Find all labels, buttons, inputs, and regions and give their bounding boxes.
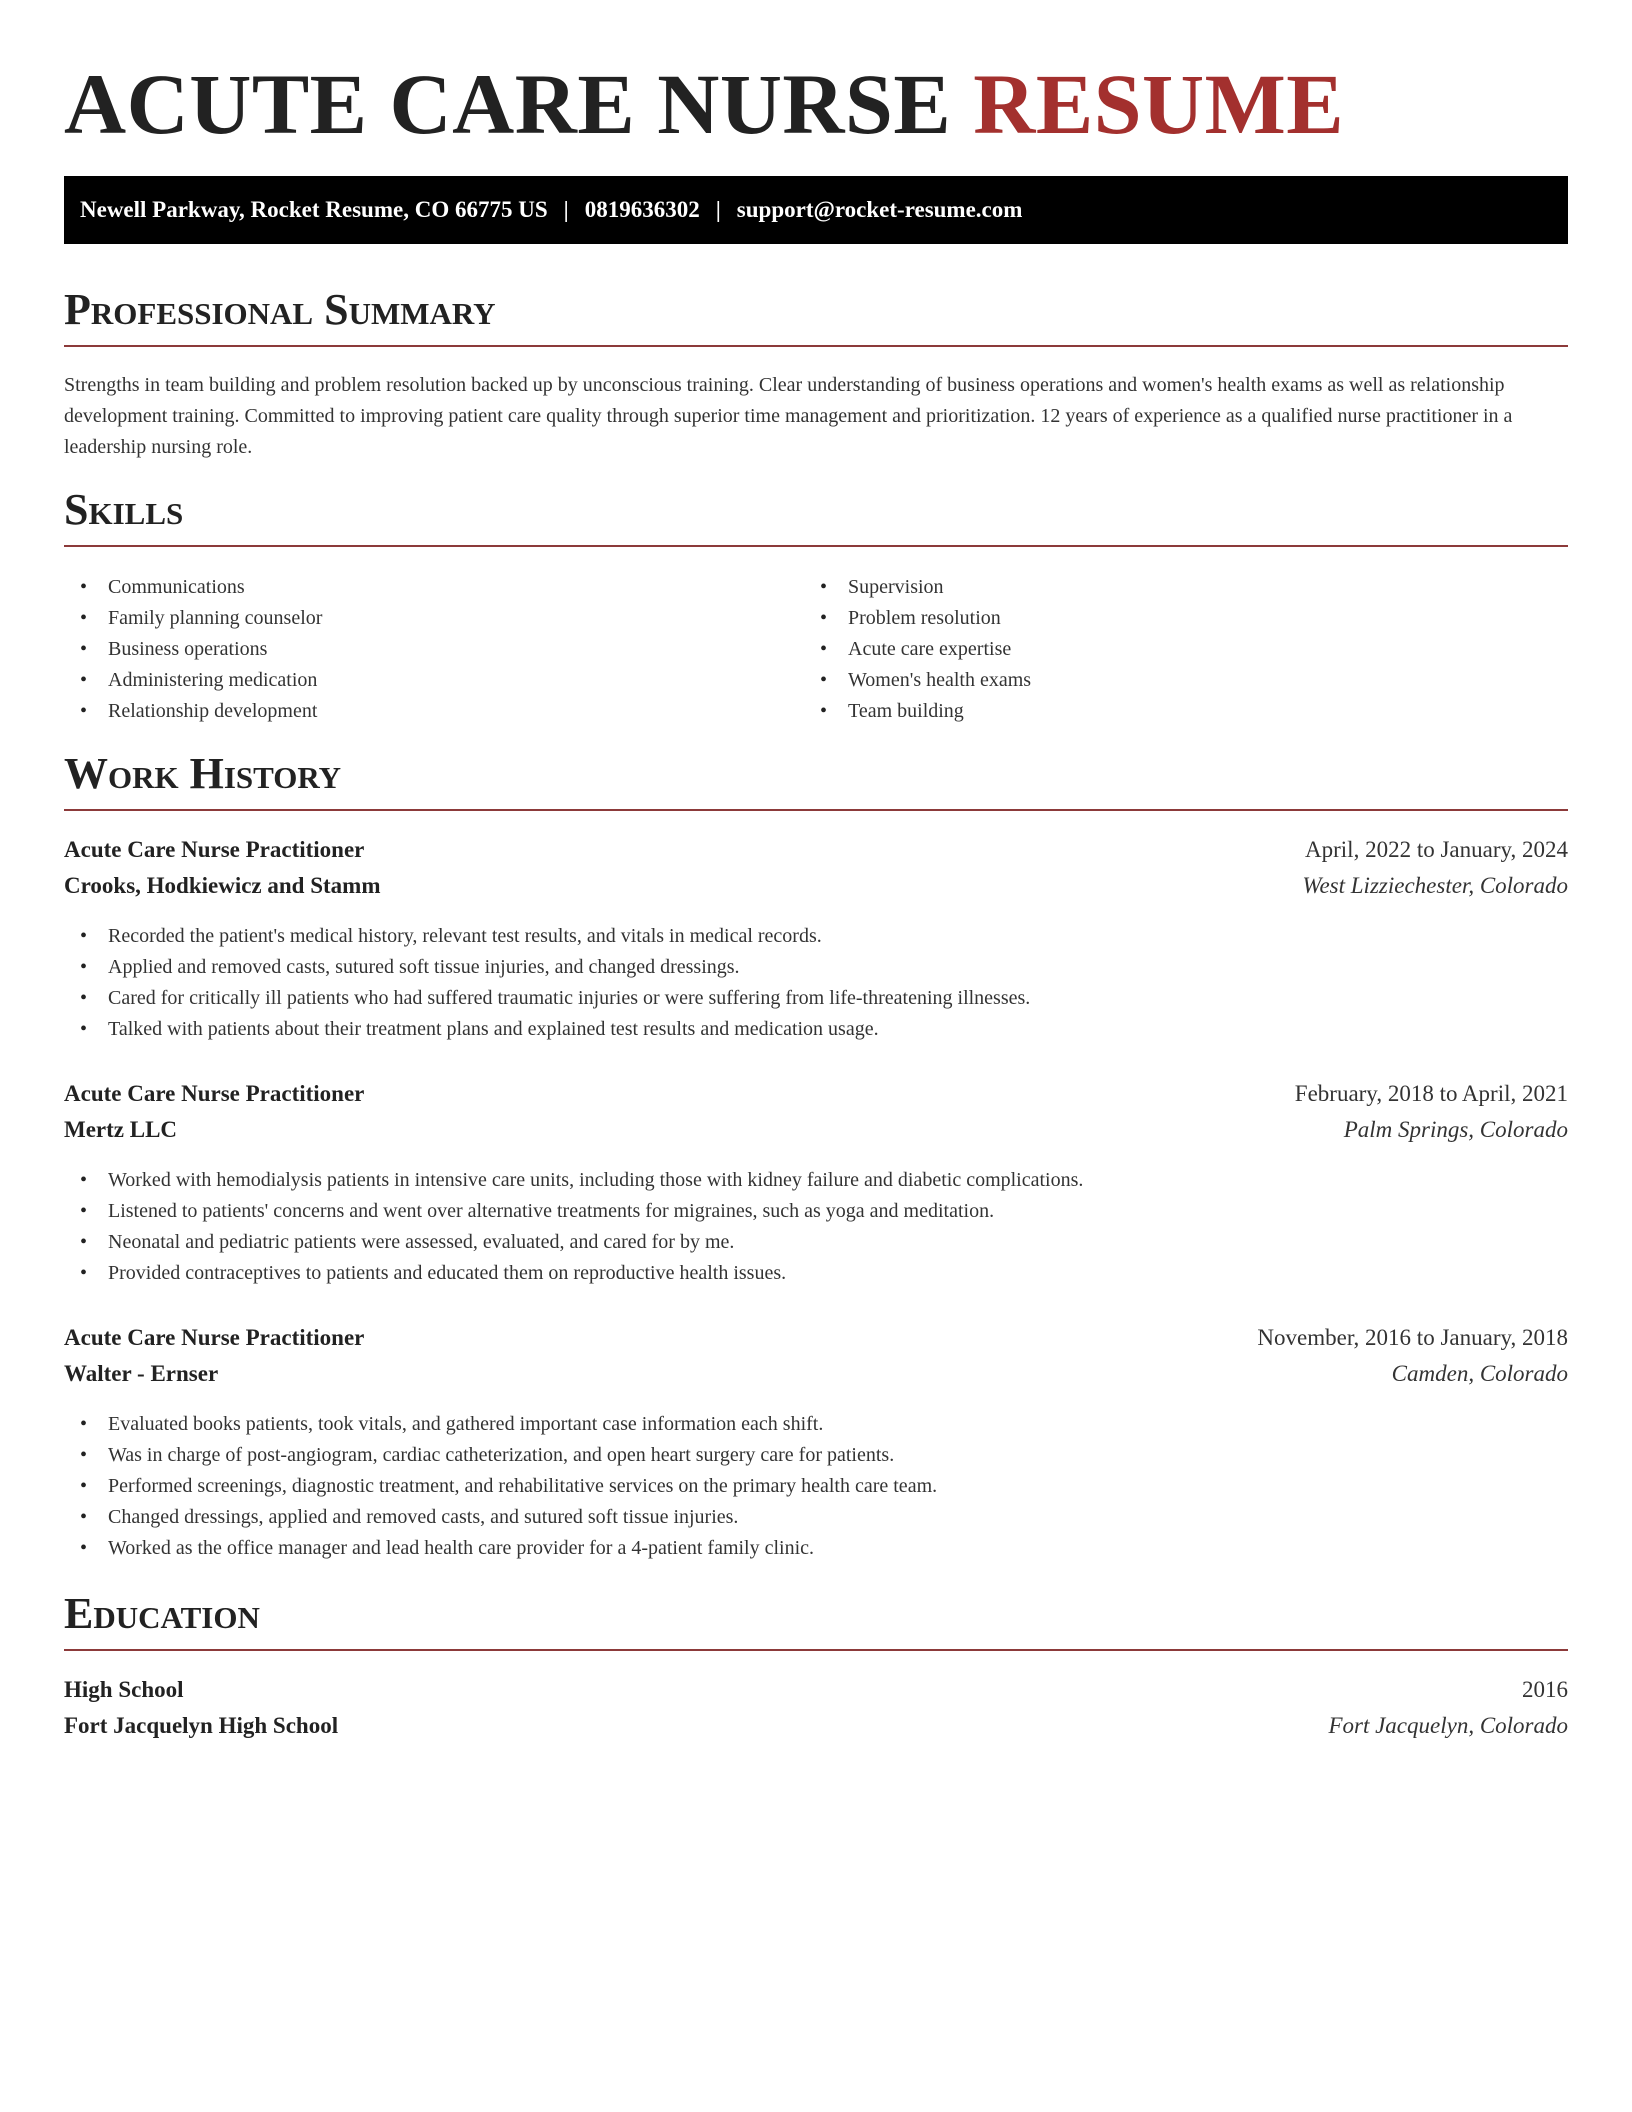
job-company: Walter - Ernser	[64, 1361, 219, 1386]
duty-item: • Evaluated books patients, took vitals, and gathered important case information each shift.	[64, 1409, 1568, 1440]
skill-item: • Acute care expertise	[804, 634, 1031, 665]
duty-item: • Cared for critically ill patients who had suffered traumatic injuries or were suffering from life-threatening illnesses.	[64, 983, 1568, 1014]
job-company: Crooks, Hodkiewicz and Stamm	[64, 873, 381, 898]
job-company-row	[64, 1361, 1568, 1397]
skills-heading: Skills	[64, 485, 1568, 547]
skill-item: • Family planning counselor	[64, 603, 322, 634]
job-duties	[64, 1165, 1568, 1289]
education-location: Fort Jacquelyn, Colorado	[1328, 1713, 1568, 1738]
title-main: ACUTE CARE NURSE	[64, 56, 952, 152]
duty-item: • Neonatal and pediatric patients were assessed, evaluated, and cared for by me.	[64, 1227, 1568, 1258]
skills-list-left	[64, 572, 322, 727]
skill-item: • Business operations	[64, 634, 322, 665]
skill-item: • Administering medication	[64, 665, 322, 696]
job-company-row	[64, 1117, 1568, 1153]
education-degree: High School	[64, 1677, 184, 1702]
duty-item: • Talked with patients about their treatment plans and explained test results and medication usage.	[64, 1014, 1568, 1045]
duty-item: • Listened to patients' concerns and went over alternative treatments for migraines, such as yoga and meditation.	[64, 1196, 1568, 1227]
skill-item: • Relationship development	[64, 696, 322, 727]
summary-heading: Professional Summary	[64, 285, 1568, 347]
job-title-row	[64, 837, 1568, 873]
skill-item: • Women's health exams	[804, 665, 1031, 696]
job-location: Camden, Colorado	[1391, 1361, 1568, 1386]
education-heading: Education	[64, 1589, 1568, 1651]
contact-bar	[64, 176, 1568, 244]
work-history-heading: Work History	[64, 749, 1568, 811]
education-degree-row	[64, 1677, 1568, 1713]
title-accent: RESUME	[973, 56, 1345, 152]
duty-item: • Performed screenings, diagnostic treatment, and rehabilitative services on the primary health care team.	[64, 1471, 1568, 1502]
skills-list-right	[804, 572, 1031, 727]
education-year: 2016	[1522, 1677, 1568, 1702]
summary-text: Strengths in team building and problem resolution backed up by unconscious training. Clear understanding of business operations and women's health exams as well as relationship development training. Committed to improving patient care quality through superior time management and prioritization. 12 years of experience as a qualified nurse practitioner in a leadership nursing role.	[64, 374, 1513, 458]
job-location: Palm Springs, Colorado	[1343, 1117, 1568, 1142]
skill-item: • Problem resolution	[804, 603, 1031, 634]
contact-email[interactable]: support@rocket-resume.com	[736, 197, 1023, 222]
resume-title	[64, 56, 1344, 152]
contact-separator: |	[563, 197, 569, 222]
job-location: West Lizziechester, Colorado	[1302, 873, 1568, 898]
job-company-row	[64, 873, 1568, 909]
duty-item: • Applied and removed casts, sutured soft tissue injuries, and changed dressings.	[64, 952, 1568, 983]
duty-item: • Recorded the patient's medical history, relevant test results, and vitals in medical records.	[64, 921, 1568, 952]
education-entry	[64, 1677, 1568, 1749]
job-title: Acute Care Nurse Practitioner	[64, 1081, 365, 1106]
contact-address: Newell Parkway, Rocket Resume, CO 66775 US	[80, 197, 548, 222]
duty-item: • Provided contraceptives to patients and educated them on reproductive health issues.	[64, 1258, 1568, 1289]
duty-item: • Worked with hemodialysis patients in intensive care units, including those with kidney failure and diabetic complications.	[64, 1165, 1568, 1196]
education-school-row	[64, 1713, 1568, 1749]
job-company: Mertz LLC	[64, 1117, 178, 1142]
skill-item: • Team building	[804, 696, 1031, 727]
job-duties	[64, 921, 1568, 1045]
contact-separator: |	[715, 197, 721, 222]
job-title-row	[64, 1081, 1568, 1117]
skill-item: • Supervision	[804, 572, 1031, 603]
duty-item: • Worked as the office manager and lead health care provider for a 4-patient family clinic.	[64, 1533, 1568, 1564]
job-entry	[64, 1081, 1568, 1289]
job-title: Acute Care Nurse Practitioner	[64, 1325, 365, 1350]
contact-phone[interactable]: 0819636302	[584, 197, 700, 222]
job-dates: April, 2022 to January, 2024	[1305, 837, 1568, 862]
job-title: Acute Care Nurse Practitioner	[64, 837, 365, 862]
job-entry	[64, 837, 1568, 1045]
education-school: Fort Jacquelyn High School	[64, 1713, 339, 1738]
job-duties	[64, 1409, 1568, 1564]
duty-item: • Changed dressings, applied and removed casts, and sutured soft tissue injuries.	[64, 1502, 1568, 1533]
skill-item: • Communications	[64, 572, 322, 603]
job-title-row	[64, 1325, 1568, 1361]
job-dates: November, 2016 to January, 2018	[1257, 1325, 1568, 1350]
job-entry	[64, 1325, 1568, 1564]
duty-item: • Was in charge of post-angiogram, cardiac catheterization, and open heart surgery care for patients.	[64, 1440, 1568, 1471]
job-dates: February, 2018 to April, 2021	[1294, 1081, 1568, 1106]
